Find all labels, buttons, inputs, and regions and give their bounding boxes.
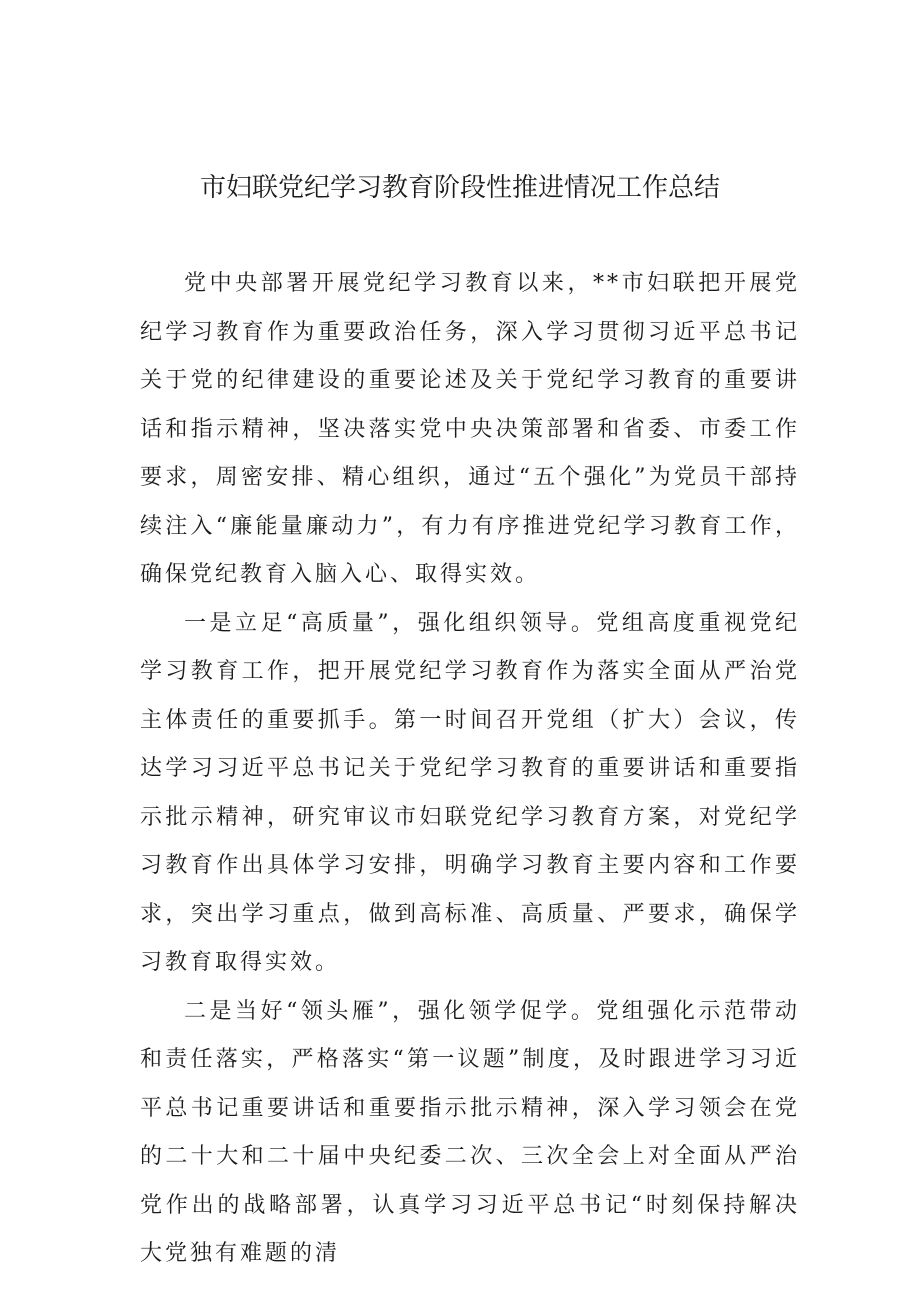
document-body (140, 260, 800, 1279)
document-title: 市妇联党纪学习教育阶段性推进情况工作总结 (199, 173, 720, 203)
paragraph-intro: 党中央部署开展党纪学习教育以来，**市妇联把开展党纪学习教育作为重要政治任务，深入学习贯彻习近平总书记关于党的纪律建设的重要论述及关于党纪学习教育的重要讲话和指示精神，坚决落实党中央决策部署和省委、市委工作要求，周密安排、精心组织，通过“五个强化”为党员干部持续注入“廉能量廉动力”，有力有序推进党纪学习教育工作，确保党纪教育入脑入心、取得实效。 (140, 271, 800, 587)
paragraph-section-1: 一是立足“高质量”，强化组织领导。党组高度重视党纪学习教育工作，把开展党纪学习教育作为落实全面从严治党主体责任的重要抓手。第一时间召开党组（扩大）会议，传达学习习近平总书记关于党纪学习教育的重要讲话和重要指示批示精神，研究审议市妇联党纪学习教育方案，对党纪学习教育作出具体学习安排，明确学习教育主要内容和工作要求，突出学习重点，做到高标准、高质量、严要求，确保学习教育取得实效。 (140, 610, 800, 975)
paragraph-section-2: 二是当好“领头雁”，强化领学促学。党组强化示范带动和责任落实，严格落实“第一议题”制度，及时跟进学习习近平总书记重要讲话和重要指示批示精神，深入学习领会在党的二十大和二十届中央纪委二次、三次全会上对全面从严治党作出的战略部署，认真学习习近平总书记“时刻保持解决大党独有难题的清 (140, 998, 800, 1266)
